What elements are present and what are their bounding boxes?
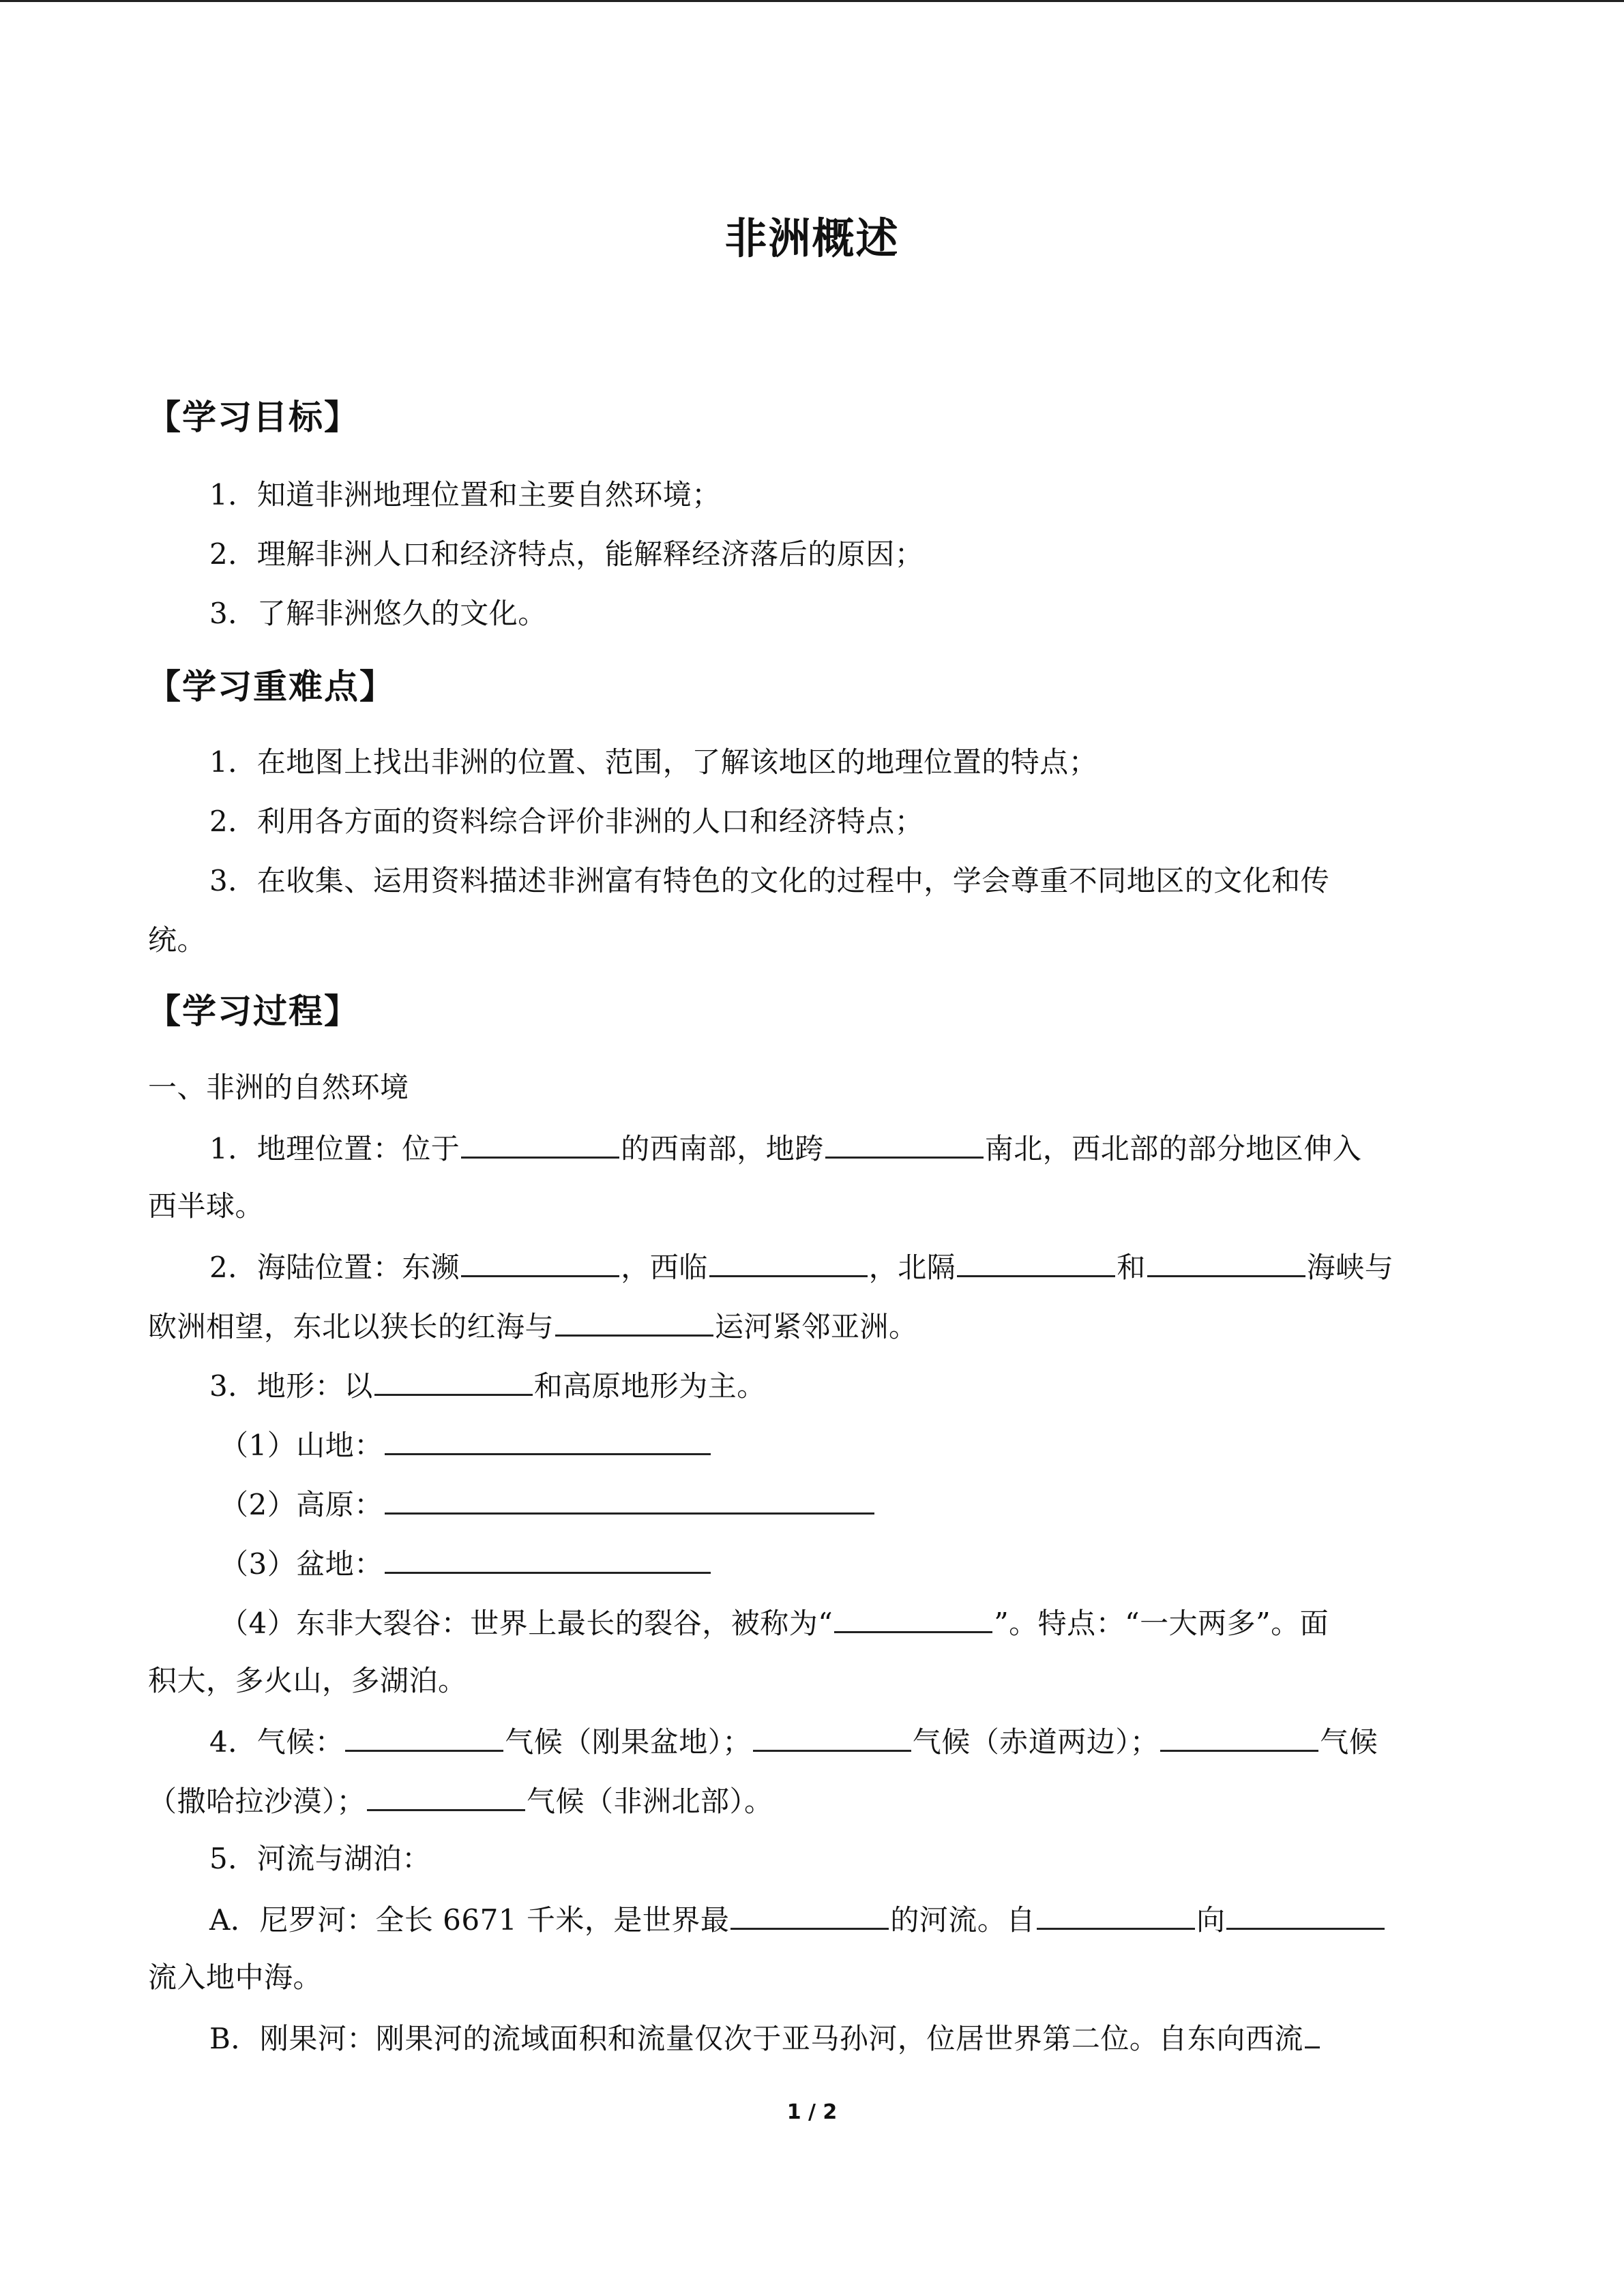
answer-blank[interactable] — [374, 1364, 533, 1396]
question-rift-valley: （4）东非大裂谷：世界上最长的裂谷，被称为“ ”。特点：“一大两多”。面 — [220, 1601, 1329, 1644]
answer-blank[interactable] — [385, 1542, 711, 1574]
answer-blank[interactable] — [1160, 1720, 1318, 1752]
answer-blank[interactable] — [753, 1720, 911, 1752]
question-nile: A．尼罗河：全长 6671 千米，是世界最 的河流。自 向 — [209, 1898, 1386, 1941]
question-climate: 4．气候： 气候（刚果盆地）； 气候（赤道两边）； 气候 — [209, 1720, 1378, 1763]
key-point-item: 1．在地图上找出非洲的位置、范围，了解该地区的地理位置的特点； — [209, 745, 1098, 779]
question-mountains: （1）山地： — [220, 1423, 712, 1466]
question-sea-land: 2．海陆位置：东濒 ，西临 ，北隔 和 海峡与 — [209, 1245, 1393, 1288]
answer-blank[interactable] — [834, 1601, 992, 1633]
heading-process: 【学习过程】 — [147, 992, 359, 1031]
subheading-natural-environment: 一、非洲的自然环境 — [148, 1071, 409, 1104]
answer-blank[interactable] — [1147, 1245, 1305, 1277]
answer-blank[interactable] — [367, 1779, 525, 1811]
question-climate-cont: （撒哈拉沙漠）； 气候（非洲北部）。 — [148, 1779, 773, 1822]
answer-blank[interactable] — [345, 1720, 503, 1752]
answer-blank[interactable] — [957, 1245, 1115, 1277]
question-terrain: 3．地形：以 和高原地形为主。 — [209, 1364, 766, 1407]
question-plateaus: （2）高原： — [220, 1482, 876, 1525]
answer-blank[interactable] — [385, 1482, 874, 1515]
question-basins: （3）盆地： — [220, 1542, 712, 1585]
question-location: 1．地理位置：位于 的西南部，地跨 南北，西北部的部分地区伸入 — [209, 1127, 1361, 1169]
page-title: 非洲概述 — [724, 213, 900, 263]
question-sea-land-cont: 欧洲相望，东北以狭长的红海与 运河紧邻亚洲。 — [148, 1304, 918, 1347]
answer-blank[interactable] — [1037, 1898, 1195, 1930]
key-point-item: 3．在收集、运用资料描述非洲富有特色的文化的过程中，学会尊重不同地区的文化和传 — [209, 864, 1330, 897]
heading-key-points: 【学习重难点】 — [147, 667, 395, 706]
goal-item: 3．了解非洲悠久的文化。 — [209, 597, 547, 630]
question-rift-valley-cont: 积大，多火山，多湖泊。 — [148, 1664, 467, 1697]
page-number: 1 / 2 — [786, 2100, 838, 2124]
answer-blank[interactable] — [461, 1245, 619, 1277]
heading-goals: 【学习目标】 — [147, 398, 359, 437]
answer-blank[interactable] — [730, 1898, 889, 1930]
question-rivers: 5．河流与湖泊： — [209, 1842, 431, 1875]
answer-blank[interactable] — [385, 1423, 711, 1455]
answer-blank[interactable] — [555, 1304, 713, 1337]
question-congo: B．刚果河：刚果河的流域面积和流量仅次于亚马孙河，位居世界第二位。自东向西流 — [209, 2016, 1321, 2059]
goal-item: 2．理解非洲人口和经济特点，能解释经济落后的原因； — [209, 537, 924, 571]
question-nile-cont: 流入地中海。 — [148, 1960, 323, 1994]
answer-blank[interactable] — [1226, 1898, 1385, 1930]
answer-blank[interactable] — [461, 1127, 619, 1159]
answer-blank[interactable] — [825, 1127, 984, 1159]
top-border — [0, 0, 1624, 2]
goal-item: 1．知道非洲地理位置和主要自然环境； — [209, 478, 721, 511]
question-location-cont: 西半球。 — [148, 1189, 265, 1223]
key-point-item-cont: 统。 — [148, 923, 207, 957]
answer-blank[interactable] — [709, 1245, 868, 1277]
key-point-item: 2．利用各方面的资料综合评价非洲的人口和经济特点； — [209, 805, 924, 838]
answer-blank[interactable] — [1305, 2016, 1320, 2048]
